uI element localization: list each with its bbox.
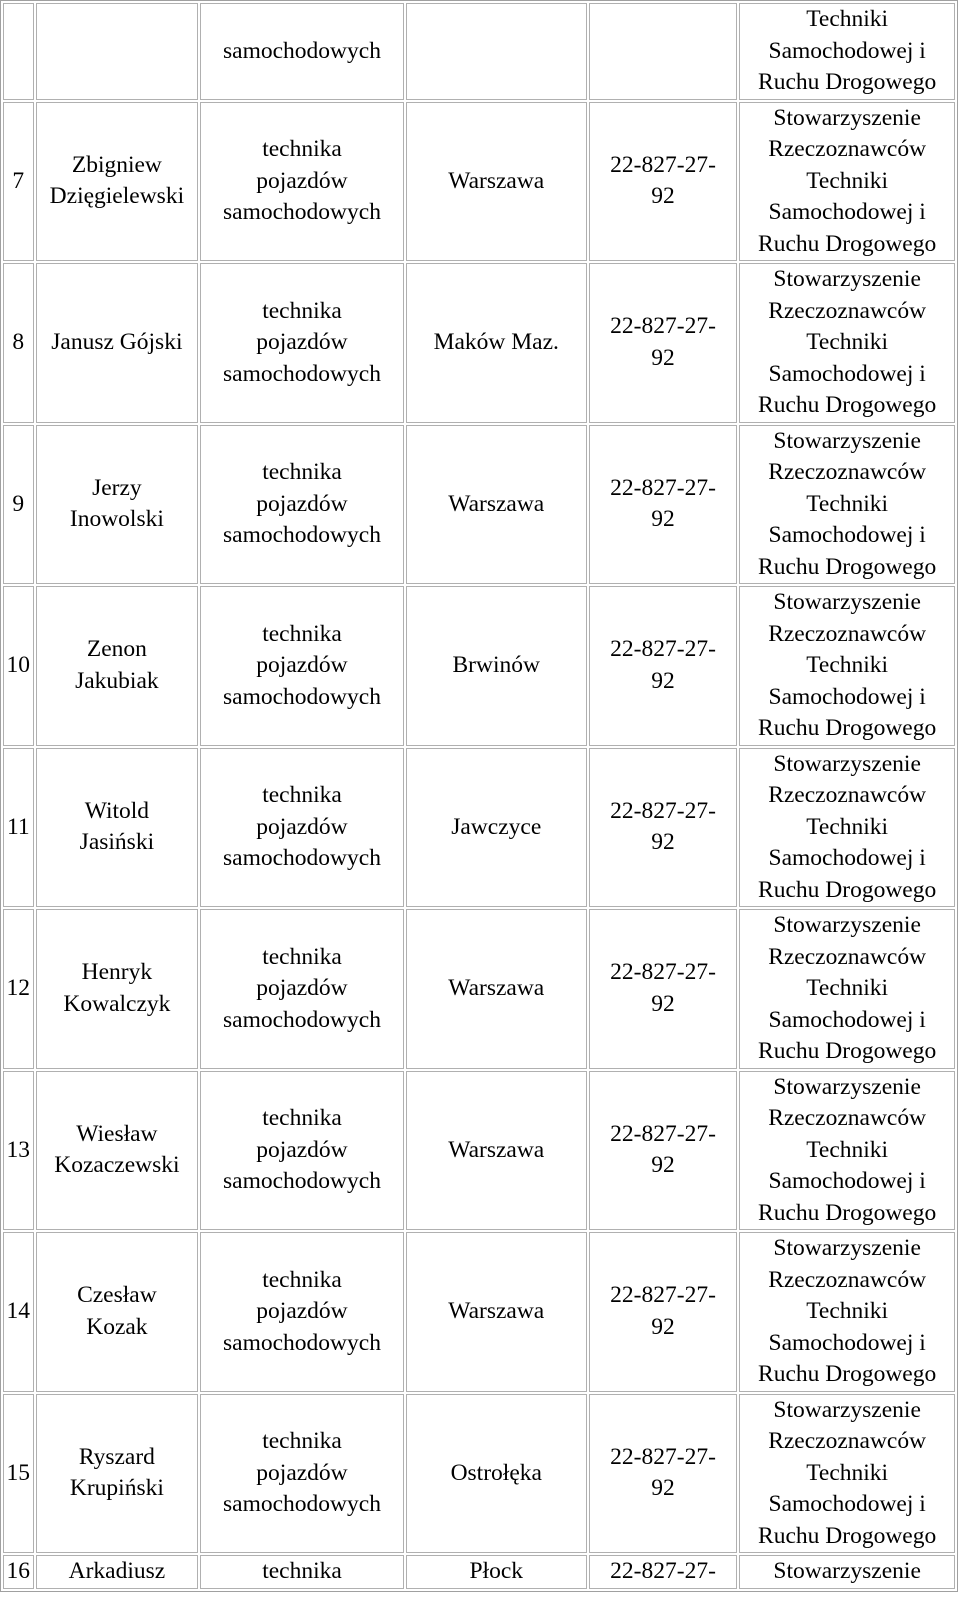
cell-specialization: technika pojazdów samochodowych [200,1071,403,1231]
cell-name: Arkadiusz [36,1555,199,1589]
table-row [3,1071,955,1231]
cell-city: Warszawa [406,102,587,262]
table-row [3,263,955,423]
table-row [3,586,955,746]
cell-number: 14 [3,1232,34,1392]
table-row [3,102,955,262]
cell-phone [589,3,738,100]
cell-number: 8 [3,263,34,423]
cell-city [406,3,587,100]
cell-name: Zbigniew Dzięgielewski [36,102,199,262]
table-row [3,1394,955,1554]
cell-name: Jerzy Inowolski [36,425,199,585]
cell-phone: 22-827-27- 92 [589,1394,738,1554]
cell-association: Stowarzyszenie Rzeczoznawców Techniki Samochodowej i Ruchu Drogowego [739,1394,955,1554]
cell-number [3,3,34,100]
cell-phone: 22-827-27- 92 [589,748,738,908]
cell-city: Płock [406,1555,587,1589]
cell-number: 13 [3,1071,34,1231]
cell-name: Janusz Gójski [36,263,199,423]
cell-association: Stowarzyszenie Rzeczoznawców Techniki Samochodowej i Ruchu Drogowego [739,425,955,585]
cell-number: 10 [3,586,34,746]
cell-city: Warszawa [406,909,587,1069]
cell-phone: 22-827-27- 92 [589,1232,738,1392]
cell-city: Maków Maz. [406,263,587,423]
cell-specialization: technika [200,1555,403,1589]
cell-number: 11 [3,748,34,908]
cell-city: Ostrołęka [406,1394,587,1554]
cell-association: Stowarzyszenie Rzeczoznawców Techniki Samochodowej i Ruchu Drogowego [739,1232,955,1392]
cell-phone: 22-827-27- 92 [589,909,738,1069]
cell-name: Ryszard Krupiński [36,1394,199,1554]
cell-city: Brwinów [406,586,587,746]
cell-city: Warszawa [406,1232,587,1392]
cell-name: Wiesław Kozaczewski [36,1071,199,1231]
cell-name: Zenon Jakubiak [36,586,199,746]
table-row [3,425,955,585]
cell-phone: 22-827-27- 92 [589,1071,738,1231]
table-row-partial-bottom [3,1555,955,1589]
cell-number: 16 [3,1555,34,1589]
cell-specialization: technika pojazdów samochodowych [200,425,403,585]
cell-association: Techniki Samochodowej i Ruchu Drogowego [739,3,955,100]
cell-phone: 22-827-27- 92 [589,586,738,746]
cell-phone: 22-827-27- 92 [589,102,738,262]
cell-number: 9 [3,425,34,585]
cell-number: 12 [3,909,34,1069]
cell-name: Henryk Kowalczyk [36,909,199,1069]
cell-association: Stowarzyszenie Rzeczoznawców Techniki Samochodowej i Ruchu Drogowego [739,748,955,908]
cell-specialization: technika pojazdów samochodowych [200,1232,403,1392]
cell-specialization: technika pojazdów samochodowych [200,586,403,746]
cell-city: Jawczyce [406,748,587,908]
cell-city: Warszawa [406,425,587,585]
cell-association: Stowarzyszenie Rzeczoznawców Techniki Samochodowej i Ruchu Drogowego [739,263,955,423]
table-row [3,909,955,1069]
cell-number: 15 [3,1394,34,1554]
table-row-partial-top [3,3,955,100]
cell-phone: 22-827-27- [589,1555,738,1589]
cell-name [36,3,199,100]
table-row [3,748,955,908]
cell-association: Stowarzyszenie Rzeczoznawców Techniki Samochodowej i Ruchu Drogowego [739,1071,955,1231]
cell-association: Stowarzyszenie [739,1555,955,1589]
cell-specialization: technika pojazdów samochodowych [200,748,403,908]
table-row [3,1232,955,1392]
cell-specialization: samochodowych [200,3,403,100]
cell-city: Warszawa [406,1071,587,1231]
cell-association: Stowarzyszenie Rzeczoznawców Techniki Samochodowej i Ruchu Drogowego [739,586,955,746]
cell-specialization: technika pojazdów samochodowych [200,102,403,262]
cell-name: Czesław Kozak [36,1232,199,1392]
cell-association: Stowarzyszenie Rzeczoznawców Techniki Samochodowej i Ruchu Drogowego [739,102,955,262]
cell-phone: 22-827-27- 92 [589,263,738,423]
cell-specialization: technika pojazdów samochodowych [200,263,403,423]
cell-number: 7 [3,102,34,262]
cell-phone: 22-827-27- 92 [589,425,738,585]
cell-association: Stowarzyszenie Rzeczoznawców Techniki Samochodowej i Ruchu Drogowego [739,909,955,1069]
table-body [3,3,955,1589]
cell-name: Witold Jasiński [36,748,199,908]
cell-specialization: technika pojazdów samochodowych [200,909,403,1069]
cell-specialization: technika pojazdów samochodowych [200,1394,403,1554]
